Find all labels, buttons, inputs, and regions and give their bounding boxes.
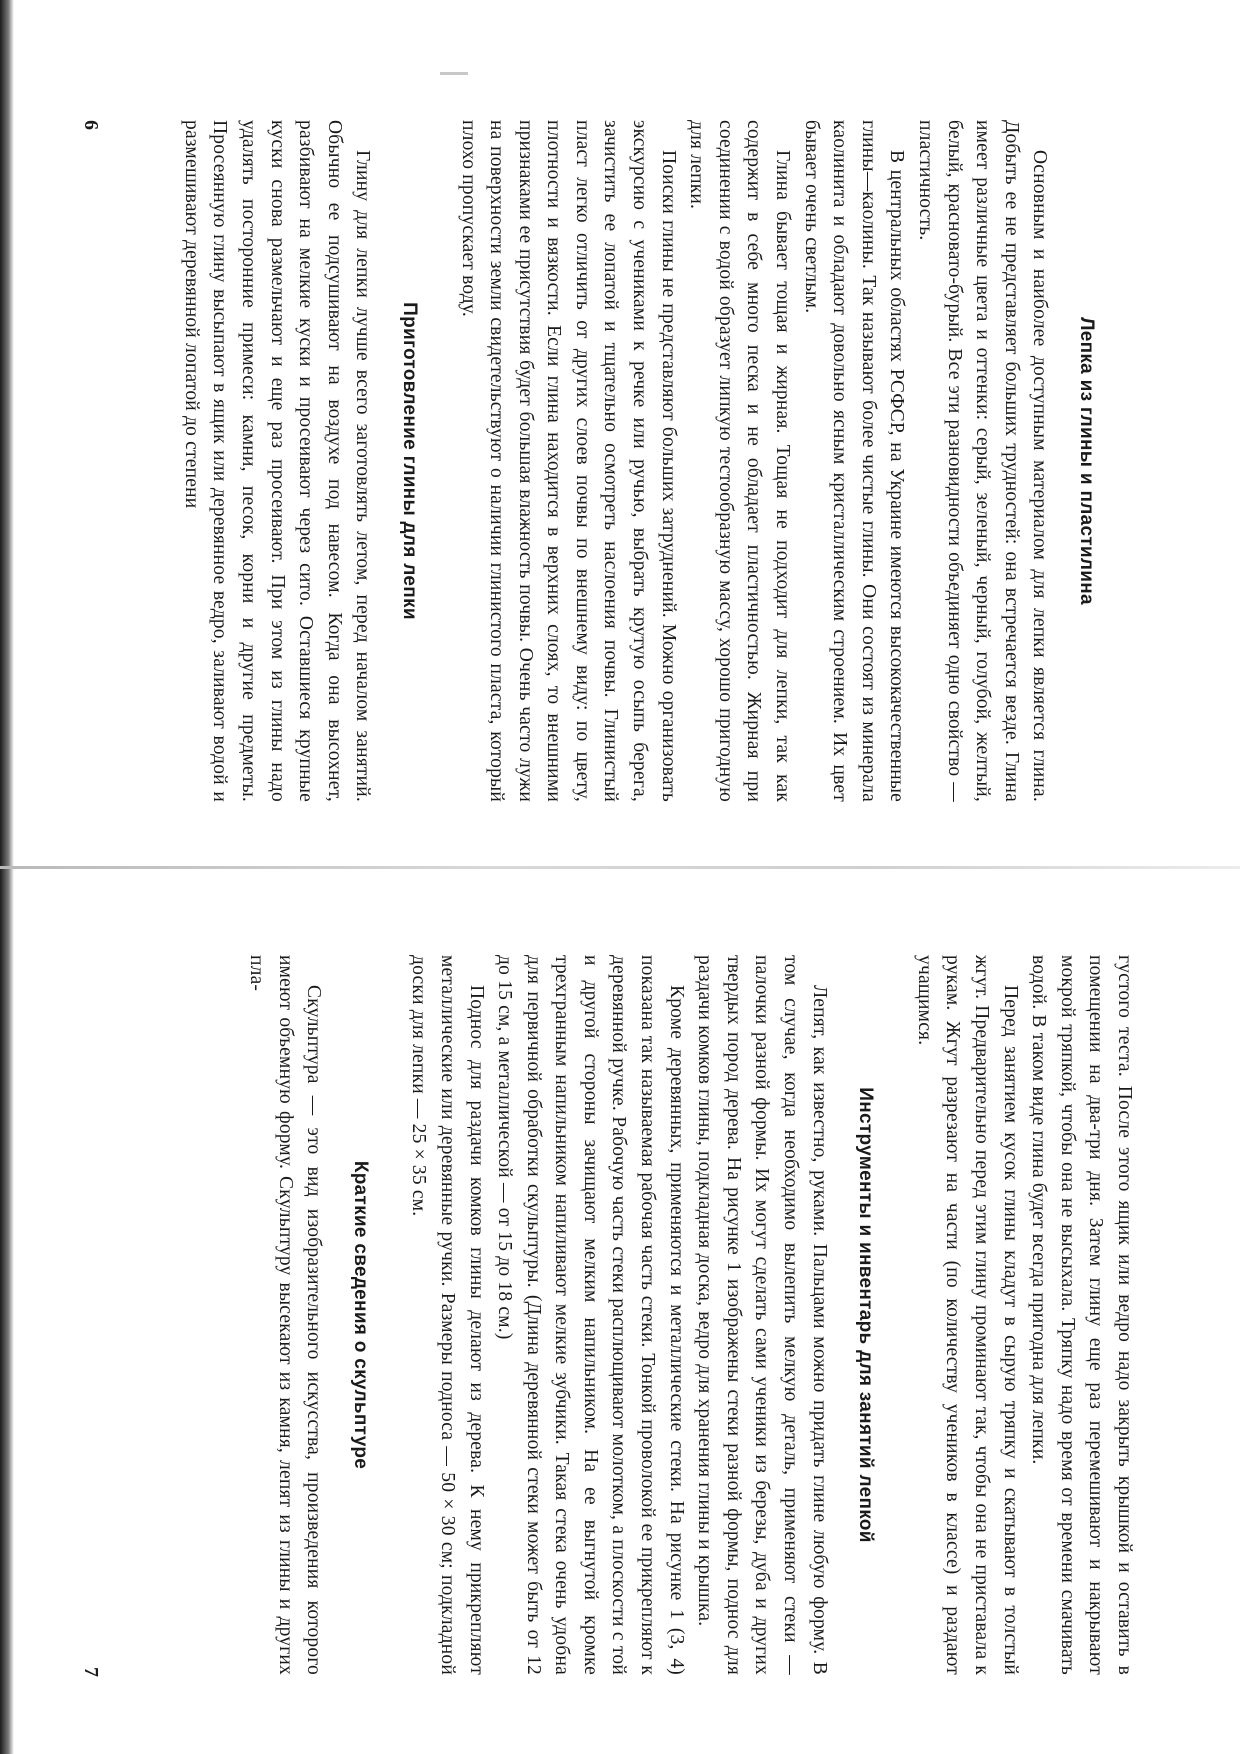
- page-number: 7: [80, 1667, 102, 1677]
- paragraph: Глину для лепки лучше всего заготовлять летом, перед началом занятий. Обычно ее подсушивают на воздухе под навесом. Когда она высохнет, разбивают на мелкие куски и просеивают через сито. Оставшиеся крупные куски снова размельчают и еще раз просеивают. При этом из глины надо удалять посторонние примеси: камни, песок, корни и другие предметы. Просеянную глину высыпают в ящик или деревянное ведро, заливают водой и размешивают деревянной лопатой до степени: [180, 120, 374, 802]
- paragraph: Кроме деревянных, применяются и металлические стеки. На рисунке 1 (3, 4) показана так называемая рабочая часть стеки. Тонкой проволокой ее прикрепляют к деревянной ручке. Рабочую часть стеки расплющивают молотком, а плоскости с той и другой стороны зачищают мелким напильником. На ее выгнутой кромке трехгранным напильником напиливают мелкие зубчики. Такая стека очень удобна для первичной обработки скульптуры. (Длина деревянной стеки может быть от 12 до 15 см, а металлической — от 15 до 18 см.): [494, 955, 687, 1675]
- paragraph: густого теста. После этого ящик или ведро надо закрыть крышкой и оставить в помещении на два-три дня. Затем глину еще раз перемешивают и накрывают мокрой тряпкой, чтобы она не высыхала. Тряпку надо время от времени смачивать водой. В таком виде глина будет всегда пригодна для лепки.: [1028, 955, 1135, 1675]
- section-heading: Краткие сведения о скульптуре: [349, 1160, 371, 1470]
- right-page-text-column: [241, 955, 1138, 1675]
- paragraph: Глина бывает тощая и жирная. Тощая не подходит для лепки, так как содержит в себе много песка и не обладает пластичностью. Жирная при соединении с водой образует липкую тестообразную массу, хорошо пригодную для лепки.: [686, 120, 794, 802]
- page-number: 6: [80, 120, 102, 130]
- paragraph: В центральных областях РСФСР, на Украине имеются высококачественные глины—каолины. Так называют более чистые глины. Они состоят из минерала каолинита и обладают довольно ясным кристаллическим строением. Их цвет бывает очень светлым.: [800, 120, 908, 802]
- paragraph: Скульптура — это вид изобразительного искусства, произведения которого имеют объемную форму. Скульптуру высекают из камня, лепят из глины и других пла-: [245, 955, 325, 1675]
- page-title: Лепка из глины и пластилина: [1076, 317, 1097, 605]
- paragraph: Основным и наиболее доступным материалом для лепки является глина. Добыть ее не представляет больших трудностей: она встречается везде. Глина имеет различные цвета и оттенки: серый, зеленый, черный, голубой, желтый, белый, красновато-бурый. Все эти разновидности объединяет одно свойство — пластичность.: [915, 120, 1051, 802]
- left-page-text-column: [176, 120, 1100, 802]
- paragraph: Перед занятием кусок глины кладут в сырую тряпку и скатывают в толстый жгут. Предварительно перед этим глину проминают так, чтобы она не приставала к рукам. Жгут разрезают на части (по количеству учеников в классе) и раздают учащимся.: [913, 955, 1021, 1675]
- right-page: [0, 877, 1240, 1754]
- paragraph: Лепят, как известно, руками. Пальцами можно придать глине любую форму. В том случае, когда необходимо вылепить мелкую деталь, применяют стеки — палочки разной формы. Их могут сделать сами ученики из березы, дуба и других твердых пород дерева. На рисунке 1 изображены стеки разной формы, поднос для раздачи комков глины, подкладная доска, ведро для хранения глины и крышка.: [694, 955, 830, 1675]
- section-heading: Приготовление глины для лепки: [398, 302, 420, 620]
- paragraph: Поднос для раздачи комков глины делают из дерева. К нему прикрепляют металлические или деревянные ручки. Размеры подноса — 50 × 30 см; подкладной доски для лепки — 25 × 35 см.: [408, 955, 487, 1675]
- section-heading: Инструменты и инвентарь для занятий лепкой: [855, 1087, 877, 1543]
- paragraph: Поиски глины не представляют больших затруднений. Можно организовать экскурсию с учениками к речке или ручью, выбрать крутую осыпь берега, зачистить ее лопатой и тщательно осмотреть наслоения почвы. Глинистый пласт легко отличить от других слоев почвы по внешнему виду: по цвету, плотности и вязкости. Если глина находится в верхних слоях, то внешними признаками ее присутствия будет большая влажность почвы. Очень часто лужи на поверхности земли свидетельствуют о наличии глинистого пласта, который плохо пропускает воду.: [457, 120, 679, 802]
